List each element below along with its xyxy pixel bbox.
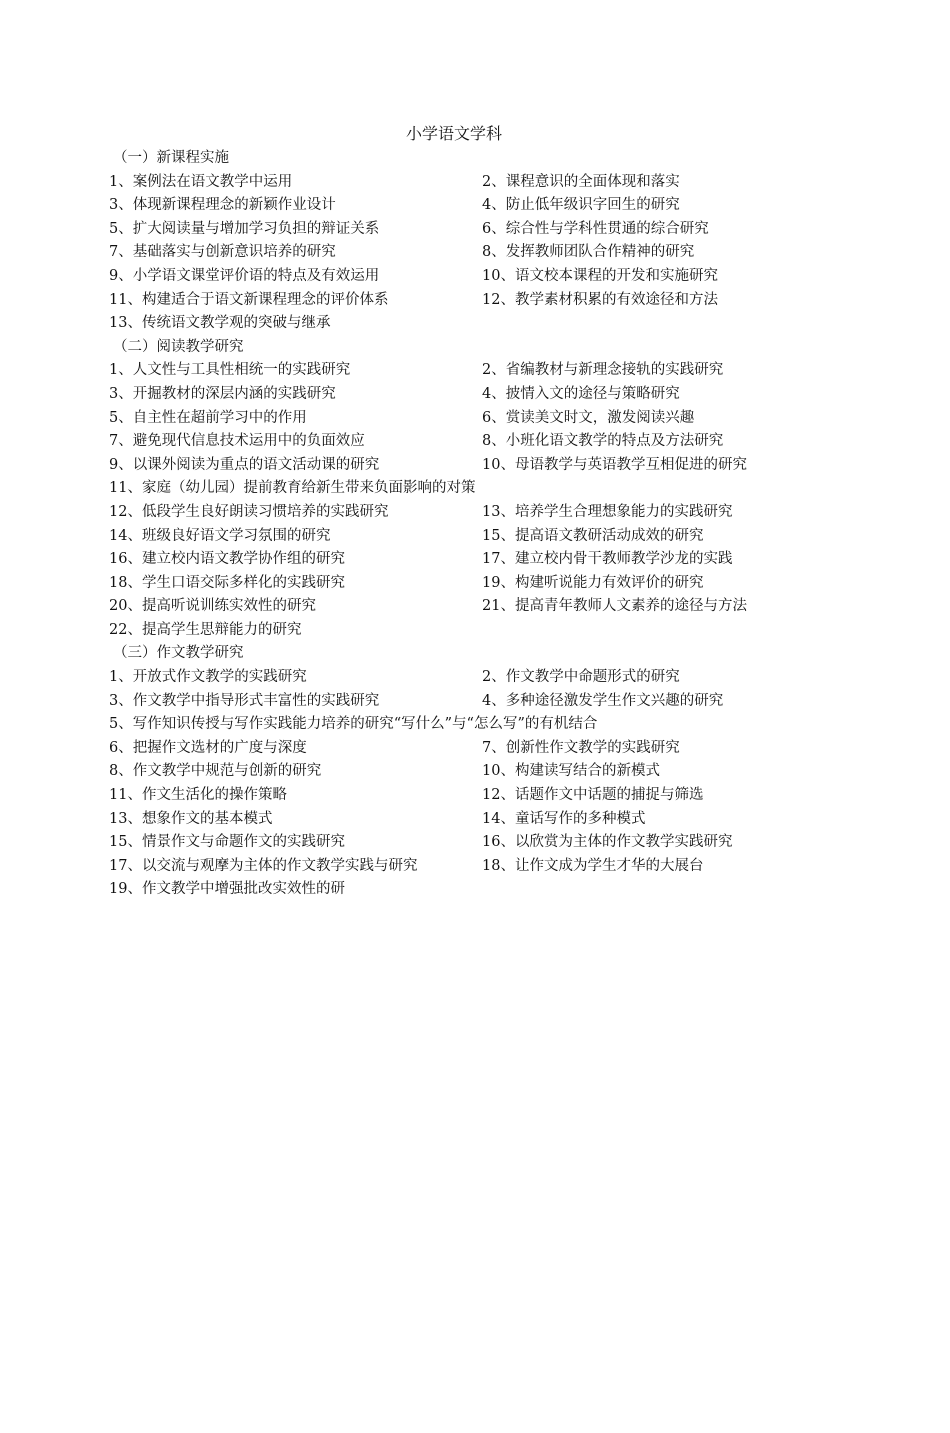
topic-item: 19、构建听说能力有效评价的研究 (482, 574, 704, 591)
topic-item: 7、基础落实与创新意识培养的研究 (109, 244, 336, 261)
topic-row (109, 737, 809, 761)
topic-item: 6、赏读美文时文，激发阅读兴趣 (482, 409, 695, 426)
topic-row (109, 241, 809, 265)
topic-item: 9、小学语文课堂评价语的特点及有效运用 (109, 267, 380, 284)
topic-row (109, 359, 809, 383)
topic-item: 20、提高听说训练实效性的研究 (109, 598, 316, 615)
topic-item: 13、传统语文教学观的突破与继承 (109, 315, 331, 332)
topic-row (109, 831, 809, 855)
topic-item: 6、综合性与学科性贯通的综合研究 (482, 220, 709, 237)
topic-item: 1、人文性与工具性相统一的实践研究 (109, 362, 351, 379)
topic-item: 19、作文教学中增强批改实效性的研 (109, 881, 345, 898)
topic-item: 12、话题作文中话题的捕捉与筛选 (482, 787, 704, 804)
topic-row (109, 760, 809, 784)
topic-row (109, 312, 809, 336)
topic-row (109, 289, 809, 313)
topic-item: 12、教学素材积累的有效途径和方法 (482, 291, 718, 308)
topic-item: 2、省编教材与新理念接轨的实践研究 (482, 362, 724, 379)
topic-item: 5、自主性在超前学习中的作用 (109, 409, 307, 426)
topic-item: 10、构建读写结合的新模式 (482, 763, 660, 780)
topic-row (109, 218, 809, 242)
topic-item: 11、构建适合于语文新课程理念的评价体系 (109, 291, 389, 308)
topic-item: 8、小班化语文教学的特点及方法研究 (482, 433, 724, 450)
topic-item: 2、作文教学中命题形式的研究 (482, 669, 680, 686)
topic-row (109, 171, 809, 195)
topic-item: 5、扩大阅读量与增加学习负担的辩证关系 (109, 220, 380, 237)
topic-row (109, 690, 809, 714)
topic-row (109, 477, 809, 501)
topic-row (109, 784, 809, 808)
topic-item: 13、培养学生合理想象能力的实践研究 (482, 503, 733, 520)
topic-item: 22、提高学生思辩能力的研究 (109, 621, 302, 638)
topic-item: 16、建立校内语文教学协作组的研究 (109, 551, 345, 568)
topic-row (109, 454, 809, 478)
topic-item: 18、学生口语交际多样化的实践研究 (109, 574, 345, 591)
topic-row (109, 265, 809, 289)
topic-item: 3、体现新课程理念的新颖作业设计 (109, 197, 336, 214)
topic-item: 9、以课外阅读为重点的语文活动课的研究 (109, 456, 380, 473)
topic-item: 8、发挥教师团队合作精神的研究 (482, 244, 695, 261)
topic-row (109, 383, 809, 407)
topic-item: 1、开放式作文教学的实践研究 (109, 669, 307, 686)
topic-item: 10、母语教学与英语教学互相促进的研究 (482, 456, 747, 473)
topic-row (109, 878, 809, 902)
topic-row (109, 595, 809, 619)
topic-item: 13、想象作文的基本模式 (109, 810, 273, 827)
topic-item: 10、语文校本课程的开发和实施研究 (482, 267, 718, 284)
topic-item: 7、避免现代信息技术运用中的负面效应 (109, 433, 365, 450)
section-heading: （三）作文教学研究 (113, 645, 244, 662)
topic-item: 14、班级良好语文学习氛围的研究 (109, 527, 331, 544)
topic-item: 3、开掘教材的深层内涵的实践研究 (109, 385, 336, 402)
topic-item: 18、让作文成为学生才华的大展台 (482, 857, 704, 874)
topic-item: 6、把握作文选材的广度与深度 (109, 739, 307, 756)
topic-item: 15、提高语文教研活动成效的研究 (482, 527, 704, 544)
topic-item: 15、情景作文与命题作文的实践研究 (109, 834, 345, 851)
topic-item: 11、家庭（幼儿园）提前教育给新生带来负面影响的对策 (109, 480, 476, 497)
topic-row (109, 855, 809, 879)
topic-row (109, 808, 809, 832)
section-heading: （一）新课程实施 (113, 150, 229, 166)
topic-item: 4、防止低年级识字回生的研究 (482, 197, 680, 214)
section-heading: （二）阅读教学研究 (113, 338, 244, 355)
topic-row (109, 501, 809, 525)
topic-item: 5、写作知识传授与写作实践能力培养的研究“写什么”与“怎么写”的有机结合 (109, 716, 598, 733)
topic-row (109, 572, 809, 596)
topic-row (109, 548, 809, 572)
topic-row (109, 430, 809, 454)
topic-item: 8、作文教学中规范与创新的研究 (109, 763, 322, 780)
topic-item: 21、提高青年教师人文素养的途径与方法 (482, 598, 747, 615)
topic-row (109, 619, 809, 643)
topic-item: 17、以交流与观摩为主体的作文教学实践与研究 (109, 857, 418, 874)
topic-item: 1、案例法在语文教学中运用 (109, 173, 293, 190)
topic-item: 3、作文教学中指导形式丰富性的实践研究 (109, 692, 380, 709)
topic-row (109, 713, 809, 737)
topic-item: 2、课程意识的全面体现和落实 (482, 173, 680, 190)
topic-row (109, 194, 809, 218)
topic-row (109, 666, 809, 690)
topic-item: 4、多种途径激发学生作文兴趣的研究 (482, 692, 724, 709)
topic-item: 14、童话写作的多种模式 (482, 810, 646, 827)
topic-list (109, 147, 809, 902)
topic-row (109, 407, 809, 431)
topic-item: 12、低段学生良好朗读习惯培养的实践研究 (109, 503, 389, 520)
topic-row (109, 525, 809, 549)
topic-item: 7、创新性作文教学的实践研究 (482, 739, 680, 756)
topic-item: 4、披情入文的途径与策略研究 (482, 385, 680, 402)
topic-item: 16、以欣赏为主体的作文教学实践研究 (482, 834, 733, 851)
document-title: 小学语文学科 (405, 124, 502, 143)
topic-item: 17、建立校内骨干教师教学沙龙的实践 (482, 551, 733, 568)
topic-item: 11、作文生活化的操作策略 (109, 787, 287, 804)
